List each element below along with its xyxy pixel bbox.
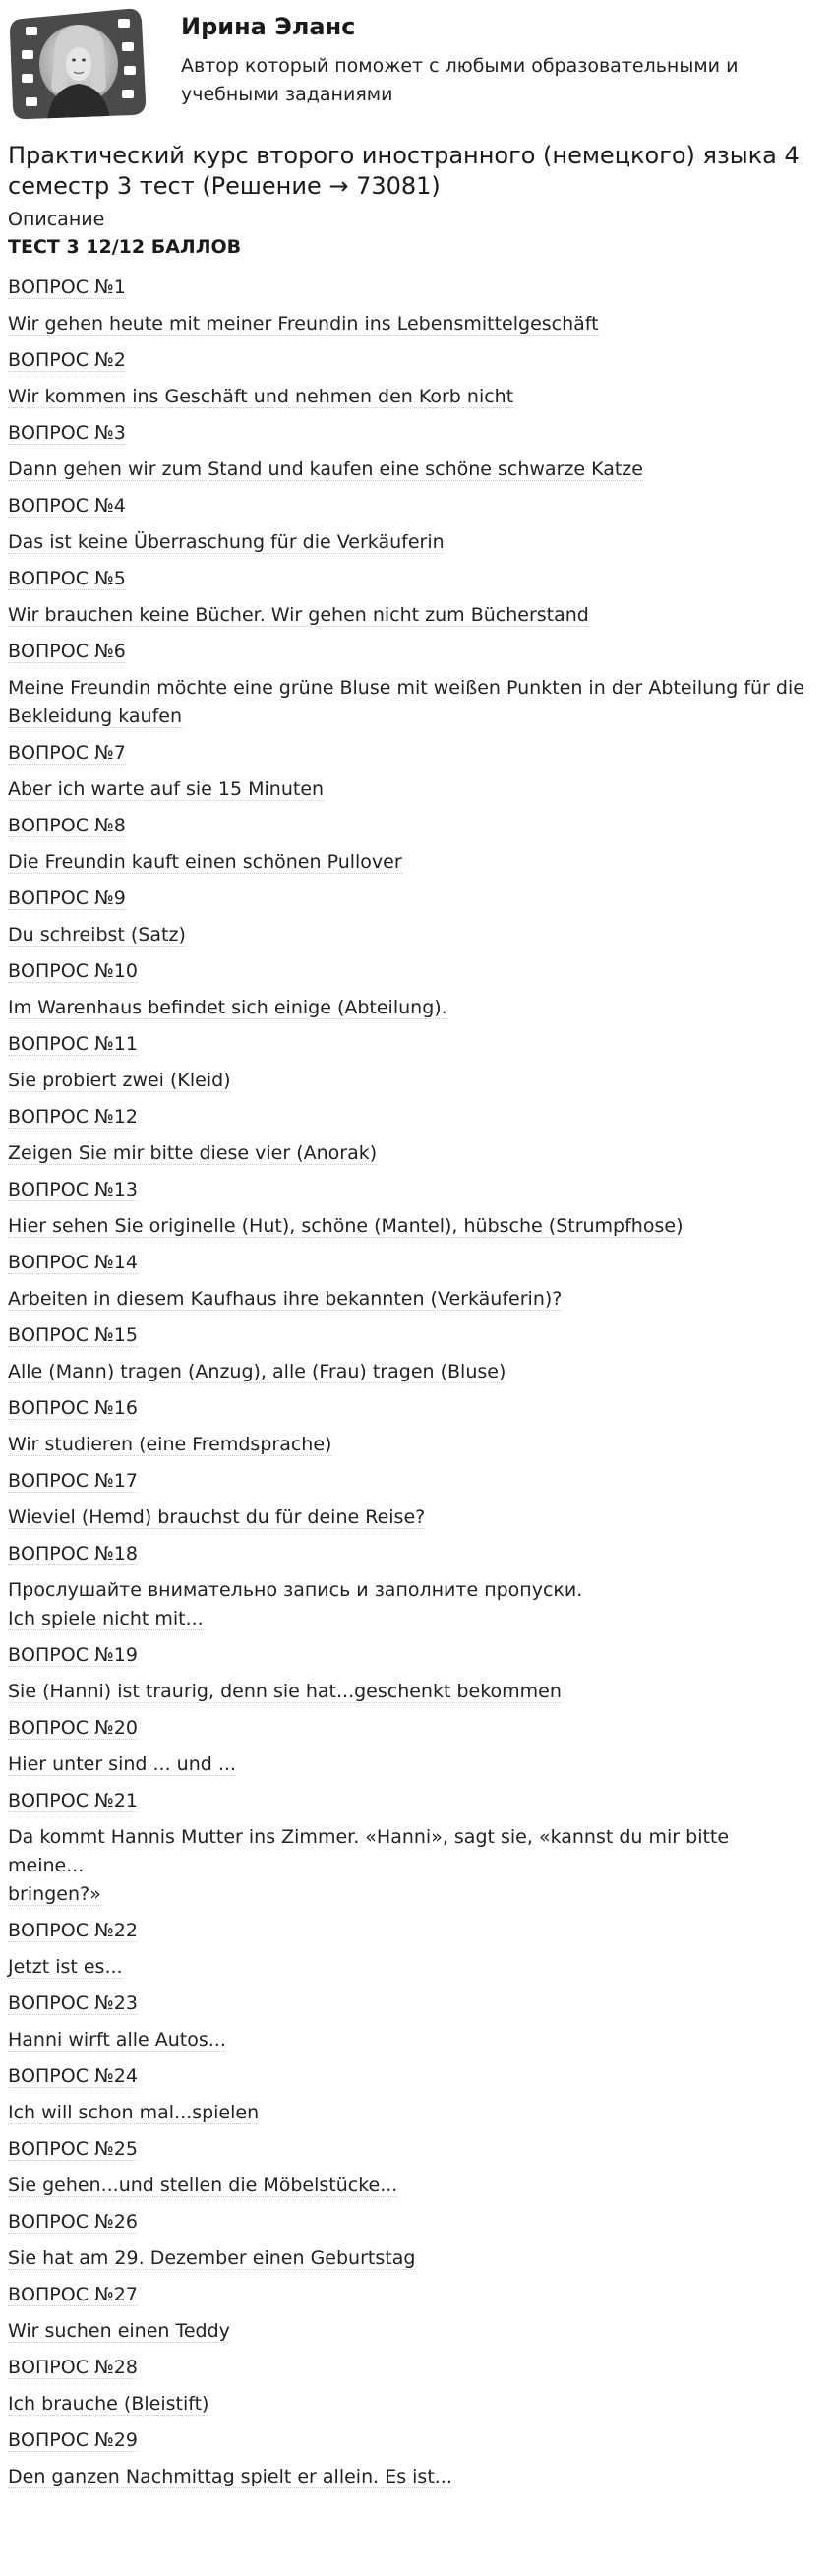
question-number: ВОПРОС №26 bbox=[8, 2211, 138, 2233]
question-label bbox=[8, 565, 809, 593]
question-item bbox=[8, 1714, 809, 1779]
question-item bbox=[8, 1467, 809, 1532]
question-number: ВОПРОС №7 bbox=[8, 742, 126, 764]
question-text-content: Wir kommen ins Geschäft und nehmen den Korb nicht bbox=[8, 386, 514, 407]
question-text-content: Ich brauche (Bleistift) bbox=[8, 2393, 209, 2415]
question-label bbox=[8, 1030, 809, 1059]
question-item bbox=[8, 957, 809, 1022]
question-item bbox=[8, 2354, 809, 2419]
question-text-line bbox=[8, 1880, 809, 1909]
question-text-line bbox=[8, 1750, 809, 1779]
question-number: ВОПРОС №11 bbox=[8, 1033, 138, 1055]
question-number: ВОПРОС №25 bbox=[8, 2138, 138, 2160]
question-number: ВОПРОС №19 bbox=[8, 1644, 138, 1666]
question-label bbox=[8, 2354, 809, 2382]
question-item bbox=[8, 739, 809, 804]
question-item bbox=[8, 885, 809, 950]
question-item bbox=[8, 2281, 809, 2346]
question-text bbox=[8, 2026, 809, 2055]
question-item bbox=[8, 638, 809, 731]
question-number: ВОПРОС №3 bbox=[8, 422, 126, 444]
question-number: ВОПРОС №10 bbox=[8, 960, 138, 982]
question-label bbox=[8, 638, 809, 666]
question-text bbox=[8, 1823, 809, 1909]
question-text bbox=[8, 1358, 809, 1386]
question-number: ВОПРОС №20 bbox=[8, 1717, 138, 1739]
question-text bbox=[8, 994, 809, 1022]
question-text-content: Hier sehen Sie originelle (Hut), schöne (Mantel), hübsche (Strumpfhose) bbox=[8, 1215, 684, 1237]
question-item bbox=[8, 1176, 809, 1241]
question-item bbox=[8, 2208, 809, 2273]
question-item bbox=[8, 2062, 809, 2127]
question-number: ВОПРОС №6 bbox=[8, 641, 126, 662]
question-number: ВОПРОС №23 bbox=[8, 1993, 138, 2014]
question-label bbox=[8, 1321, 809, 1350]
question-text-line bbox=[8, 1605, 809, 1633]
question-label bbox=[8, 419, 809, 448]
question-text-content: Alle (Mann) tragen (Anzug), alle (Frau) tragen (Bluse) bbox=[8, 1361, 506, 1382]
question-item bbox=[8, 1787, 809, 1909]
question-number: ВОПРОС №8 bbox=[8, 815, 126, 836]
question-text-content: Zeigen Sie mir bitte diese vier (Anorak) bbox=[8, 1142, 378, 1164]
question-item bbox=[8, 346, 809, 411]
question-label bbox=[8, 1249, 809, 1277]
question-text-content: Da kommt Hannis Mutter ins Zimmer. «Hanni», sagt sie, «kannst du mir bitte meine... bbox=[8, 1826, 730, 1876]
author-card bbox=[8, 5, 814, 123]
question-text-line bbox=[8, 2026, 809, 2055]
question-item bbox=[8, 274, 809, 338]
question-label bbox=[8, 2281, 809, 2309]
question-text bbox=[8, 2172, 809, 2200]
question-item bbox=[8, 1641, 809, 1706]
question-text-line bbox=[8, 2390, 809, 2419]
questions-list bbox=[8, 274, 809, 2499]
question-number: ВОПРОС №17 bbox=[8, 1470, 138, 1492]
question-number: ВОПРОС №18 bbox=[8, 1543, 138, 1564]
question-label bbox=[8, 2062, 809, 2091]
question-text-content: Jetzt ist es... bbox=[8, 1956, 123, 1978]
question-label bbox=[8, 1394, 809, 1423]
question-text-content: Du schreibst (Satz) bbox=[8, 924, 186, 946]
question-label bbox=[8, 1540, 809, 1568]
question-text bbox=[8, 1431, 809, 1459]
question-text-content: Wir brauchen keine Bücher. Wir gehen nicht zum Bücherstand bbox=[8, 604, 589, 626]
question-number: ВОПРОС №24 bbox=[8, 2065, 138, 2087]
question-text-content: Wir studieren (eine Fremdsprache) bbox=[8, 1434, 332, 1455]
question-label bbox=[8, 739, 809, 767]
question-text-line bbox=[8, 1503, 809, 1532]
question-text-line bbox=[8, 921, 809, 950]
question-label bbox=[8, 2208, 809, 2237]
question-text-line bbox=[8, 456, 809, 484]
question-text-line bbox=[8, 1953, 809, 1982]
question-number: ВОПРОС №1 bbox=[8, 276, 126, 298]
question-text bbox=[8, 2099, 809, 2127]
question-text bbox=[8, 601, 809, 630]
question-label bbox=[8, 1714, 809, 1743]
question-label bbox=[8, 492, 809, 521]
question-text-line bbox=[8, 2463, 809, 2491]
question-number: ВОПРОС №15 bbox=[8, 1324, 138, 1346]
question-number: ВОПРОС №16 bbox=[8, 1397, 138, 1419]
question-text-content: Arbeiten in diesem Kaufhaus ihre bekannten (Verkäuferin)? bbox=[8, 1288, 563, 1310]
test-heading: ТЕСТ 3 12/12 БАЛЛОВ bbox=[8, 236, 242, 258]
question-number: ВОПРОС №13 bbox=[8, 1179, 138, 1200]
question-text-line bbox=[8, 528, 809, 557]
question-text-content: Das ist keine Überraschung für die Verkäuferin bbox=[8, 531, 445, 553]
question-text-line bbox=[8, 1139, 809, 1168]
question-text bbox=[8, 1953, 809, 1982]
question-text-content: Die Freundin kauft einen schönen Pullover bbox=[8, 851, 402, 873]
question-text-content: Прослушайте внимательно запись и заполните пропуски. bbox=[8, 1579, 583, 1601]
question-number: ВОПРОС №2 bbox=[8, 349, 126, 371]
question-text bbox=[8, 1503, 809, 1532]
question-label bbox=[8, 2426, 809, 2455]
question-text-line bbox=[8, 2099, 809, 2127]
question-text bbox=[8, 775, 809, 804]
question-number: ВОПРОС №29 bbox=[8, 2429, 138, 2451]
question-text-line bbox=[8, 1431, 809, 1459]
question-text bbox=[8, 921, 809, 950]
question-item bbox=[8, 492, 809, 557]
question-label bbox=[8, 1990, 809, 2018]
question-text-content: Aber ich warte auf sie 15 Minuten bbox=[8, 778, 325, 800]
question-text bbox=[8, 1678, 809, 1706]
description-label: Описание bbox=[8, 209, 105, 230]
question-label bbox=[8, 1787, 809, 1815]
question-item bbox=[8, 419, 809, 484]
question-text-line bbox=[8, 775, 809, 804]
question-item bbox=[8, 565, 809, 630]
author-name[interactable]: Ирина Эланс bbox=[181, 13, 356, 40]
question-label bbox=[8, 1467, 809, 1496]
question-item bbox=[8, 1321, 809, 1386]
question-text bbox=[8, 1212, 809, 1241]
question-number: ВОПРОС №22 bbox=[8, 1920, 138, 1941]
question-item bbox=[8, 1540, 809, 1633]
question-number: ВОПРОС №27 bbox=[8, 2284, 138, 2305]
question-text bbox=[8, 2463, 809, 2491]
question-item bbox=[8, 2426, 809, 2491]
question-text-line bbox=[8, 1358, 809, 1386]
question-text bbox=[8, 2390, 809, 2419]
question-label bbox=[8, 346, 809, 375]
page-title: Практический курс второго иностранного (немецкого) языка 4 семестр 3 тест (Решение → 73081) bbox=[8, 142, 800, 200]
question-text-content: Ich spiele nicht mit... bbox=[8, 1608, 204, 1629]
question-text-content: bringen?» bbox=[8, 1883, 101, 1905]
question-text-content: Meine Freundin möchte eine grüne Bluse mit weißen Punkten in der Abteilung für die bbox=[8, 677, 804, 699]
question-number: ВОПРОС №28 bbox=[8, 2357, 138, 2378]
question-item bbox=[8, 1917, 809, 1982]
question-text-line bbox=[8, 1067, 809, 1095]
question-text-line bbox=[8, 2317, 809, 2346]
question-label bbox=[8, 1641, 809, 1670]
question-item bbox=[8, 1030, 809, 1095]
question-text bbox=[8, 1750, 809, 1779]
question-number: ВОПРОС №4 bbox=[8, 495, 126, 517]
question-text-content: Wir gehen heute mit meiner Freundin ins Lebensmittelgeschäft bbox=[8, 313, 599, 335]
question-text-line bbox=[8, 1285, 809, 1314]
question-text bbox=[8, 2244, 809, 2273]
question-label bbox=[8, 274, 809, 302]
question-label bbox=[8, 812, 809, 840]
question-text bbox=[8, 674, 809, 731]
question-text-content: Bekleidung kaufen bbox=[8, 705, 182, 727]
question-text-line bbox=[8, 1212, 809, 1241]
question-item bbox=[8, 2135, 809, 2200]
question-text-line bbox=[8, 1823, 809, 1880]
question-text-line bbox=[8, 2172, 809, 2200]
question-text-content: Sie gehen...und stellen die Möbelstücke... bbox=[8, 2175, 398, 2196]
question-text-line bbox=[8, 1576, 809, 1605]
question-item bbox=[8, 1990, 809, 2055]
question-label bbox=[8, 1917, 809, 1945]
question-text-line bbox=[8, 383, 809, 411]
question-text-content: Sie (Hanni) ist traurig, denn sie hat...geschenkt bekommen bbox=[8, 1681, 562, 1702]
question-number: ВОПРОС №5 bbox=[8, 568, 126, 589]
question-number: ВОПРОС №9 bbox=[8, 888, 126, 909]
question-text bbox=[8, 1139, 809, 1168]
question-text-content: Den ganzen Nachmittag spielt er allein. Es ist... bbox=[8, 2466, 452, 2487]
question-label bbox=[8, 1103, 809, 1132]
question-item bbox=[8, 1394, 809, 1459]
question-text-line bbox=[8, 994, 809, 1022]
question-text bbox=[8, 528, 809, 557]
question-text bbox=[8, 456, 809, 484]
question-text-content: Wieviel (Hemd) brauchst du für deine Reise? bbox=[8, 1506, 426, 1528]
question-text-content: Im Warenhaus befindet sich einige (Abteilung). bbox=[8, 997, 447, 1018]
question-text-line bbox=[8, 1678, 809, 1706]
question-text bbox=[8, 1285, 809, 1314]
question-label bbox=[8, 957, 809, 986]
question-text-content: Ich will schon mal...spielen bbox=[8, 2102, 260, 2123]
question-label bbox=[8, 2135, 809, 2164]
question-text-line bbox=[8, 2244, 809, 2273]
question-text-content: Sie hat am 29. Dezember einen Geburtstag bbox=[8, 2247, 416, 2269]
film-strip-portrait-icon bbox=[8, 5, 148, 121]
question-text bbox=[8, 383, 809, 411]
question-item bbox=[8, 1249, 809, 1314]
question-text-line bbox=[8, 310, 809, 338]
question-text-line bbox=[8, 848, 809, 877]
question-item bbox=[8, 1103, 809, 1168]
question-text bbox=[8, 848, 809, 877]
question-text-line bbox=[8, 601, 809, 630]
question-text-line bbox=[8, 703, 809, 731]
question-text-content: Wir suchen einen Teddy bbox=[8, 2320, 230, 2342]
question-number: ВОПРОС №21 bbox=[8, 1790, 138, 1811]
question-item bbox=[8, 812, 809, 877]
question-text-content: Hier unter sind ... und ... bbox=[8, 1753, 236, 1775]
question-text bbox=[8, 1576, 809, 1633]
question-text-line bbox=[8, 674, 809, 703]
question-label bbox=[8, 885, 809, 913]
question-text-content: Dann gehen wir zum Stand und kaufen eine schöne schwarze Katze bbox=[8, 459, 643, 480]
author-description: Автор который поможет с любыми образовательными и учебными заданиями bbox=[181, 55, 739, 105]
question-text bbox=[8, 1067, 809, 1095]
question-text bbox=[8, 310, 809, 338]
question-text-content: Sie probiert zwei (Kleid) bbox=[8, 1070, 231, 1091]
question-number: ВОПРОС №14 bbox=[8, 1252, 138, 1273]
question-text bbox=[8, 2317, 809, 2346]
question-number: ВОПРОС №12 bbox=[8, 1106, 138, 1128]
question-label bbox=[8, 1176, 809, 1204]
question-text-content: Hanni wirft alle Autos... bbox=[8, 2029, 226, 2051]
